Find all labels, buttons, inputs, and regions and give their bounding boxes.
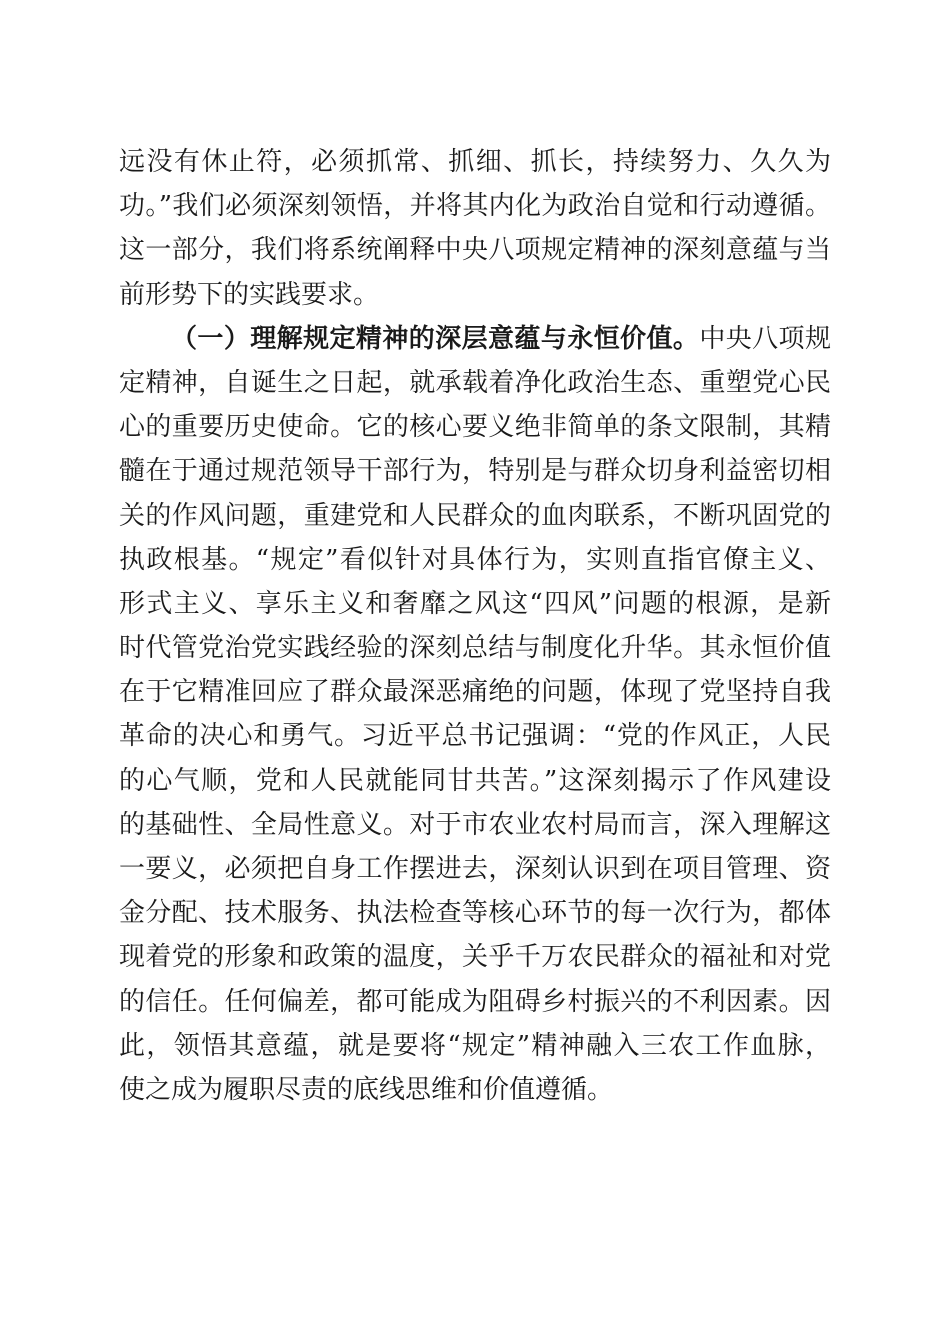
text-line: 此，领悟其意蕴，就是要将“规定”精神融入三农工作血脉， xyxy=(119,1030,831,1061)
text-line: 一要义，必须把自身工作摆进去，深刻认识到在项目管理、资 xyxy=(119,854,831,884)
text-line: 金分配、技术服务、执法检查等核心环节的每一次行为，都体 xyxy=(119,898,831,929)
text-line: 时代管党治党实践经验的深刻总结与制度化升华。其永恒价值 xyxy=(119,633,831,664)
paragraph-continuation xyxy=(119,140,831,317)
text-line: 定精神，自诞生之日起，就承载着净化政治生态、重塑党心民 xyxy=(119,367,831,398)
text-line: 的心气顺，党和人民就能同甘共苦。”这深刻揭示了作风建设 xyxy=(119,765,831,796)
text-line: 髓在于通过规范领导干部行为，特别是与群众切身利益密切相 xyxy=(119,456,831,487)
text-line: 形式主义、享乐主义和奢靡之风这“四风”问题的根源，是新 xyxy=(119,588,831,619)
text-line: 的基础性、全局性意义。对于市农业农村局而言，深入理解这 xyxy=(119,809,831,840)
text-line: 革命的决心和勇气。习近平总书记强调：“党的作风正，人民 xyxy=(119,721,831,752)
text-line: 在于它精准回应了群众最深恶痛绝的问题，体现了党坚持自我 xyxy=(119,677,831,708)
text-line: 远没有休止符，必须抓常、抓细、抓长，持续努力、久久为 xyxy=(119,147,831,177)
heading-line-rest: 中央八项规 xyxy=(699,323,831,354)
text-line: 使之成为履职尽责的底线思维和价值遵循。 xyxy=(119,1074,614,1105)
body-text xyxy=(119,140,831,1112)
text-line: 这一部分，我们将系统阐释中央八项规定精神的深刻意蕴与当 xyxy=(119,235,831,266)
section-heading: （一）理解规定精神的深层意蕴与永恒价值。 xyxy=(171,323,700,354)
text-line: 功。”我们必须深刻领悟，并将其内化为政治自觉和行动遵循。 xyxy=(119,191,831,222)
text-line: 关的作风问题，重建党和人民群众的血肉联系，不断巩固党的 xyxy=(119,500,831,531)
text-line: 心的重要历史使命。它的核心要义绝非简单的条文限制，其精 xyxy=(119,412,831,443)
text-line: 的信任。任何偏差，都可能成为阻碍乡村振兴的不利因素。因 xyxy=(119,986,831,1017)
text-line: 执政根基。“规定”看似针对具体行为，实则直指官僚主义、 xyxy=(119,544,831,575)
text-line: 前形势下的实践要求。 xyxy=(119,279,380,310)
text-line: 现着党的形象和政策的温度，关乎千万农民群众的福祉和对党 xyxy=(119,942,831,973)
text-line xyxy=(119,317,831,361)
section-paragraph xyxy=(119,317,831,1112)
